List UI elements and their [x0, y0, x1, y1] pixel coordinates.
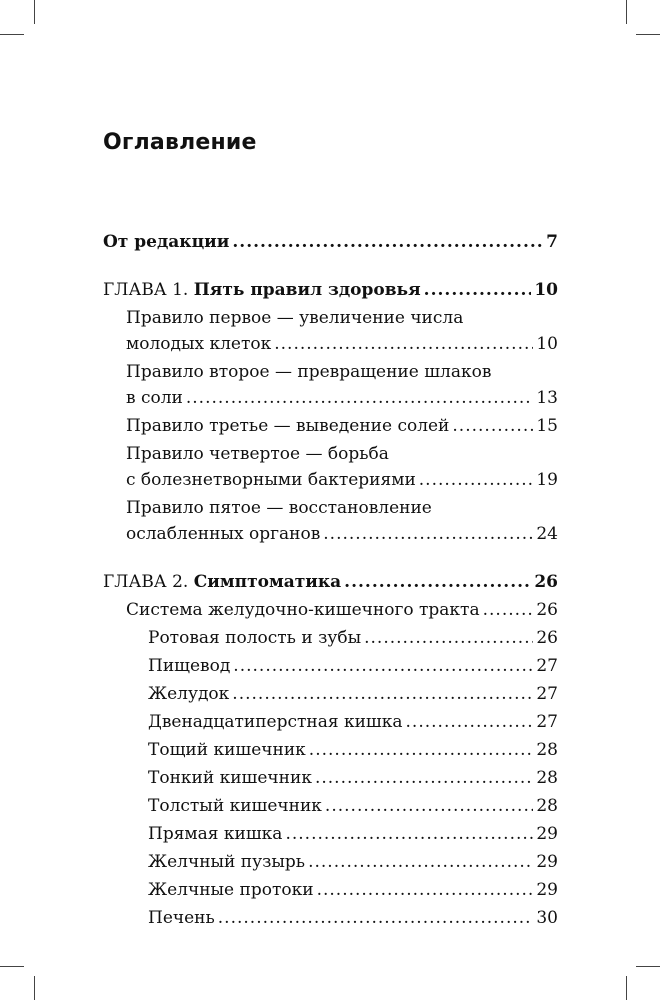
toc-entry-large-intestine[interactable] [103, 793, 558, 819]
toc-entry-duodenum[interactable] [103, 709, 558, 735]
leader-dots [317, 877, 534, 903]
page-number: 27 [536, 684, 558, 704]
leader-dots [344, 569, 531, 595]
page-number: 27 [536, 712, 558, 732]
toc-entry-line2: молодых клеток [126, 334, 272, 354]
crop-mark-top-right [626, 0, 627, 24]
leader-dots [274, 331, 533, 357]
toc-entry-editorial[interactable] [103, 229, 558, 255]
crop-mark-top-left-h [0, 34, 24, 35]
crop-mark-top-left [34, 0, 35, 24]
toc-entry-line2: ослабленных органов [126, 524, 321, 544]
crop-mark-bottom-right-h [636, 966, 660, 967]
page-number: 27 [536, 656, 558, 676]
toc-entry-line2: Правило третье — выведение солей [126, 416, 450, 436]
toc-entry-line2: с болезнетворными бактериями [126, 470, 416, 490]
page-number: 26 [536, 600, 558, 620]
chapter-title: Пять правил здоровья [193, 280, 421, 300]
page-number: 29 [536, 824, 558, 844]
page-number: 26 [534, 572, 558, 592]
leader-dots [308, 849, 533, 875]
chapter-title: Симптоматика [193, 572, 342, 592]
toc-entry-title: Система желудочно-кишечного тракта [126, 600, 480, 620]
toc-entry-line1: Правило второе — превращение шлаков [126, 362, 492, 382]
leader-dots [364, 625, 533, 651]
toc-entry-line1: Правило первое — увеличение числа [126, 308, 464, 328]
leader-dots [218, 905, 534, 931]
toc-entry-rule-4[interactable] [103, 441, 558, 493]
toc-entry-rule-2[interactable] [103, 359, 558, 411]
leader-dots [309, 737, 534, 763]
toc-entry-title: От редакции [103, 232, 230, 252]
toc-entry-mouth-teeth[interactable] [103, 625, 558, 651]
page-number: 24 [536, 524, 558, 544]
page-title: Оглавление [103, 130, 257, 155]
toc-entry-esophagus[interactable] [103, 653, 558, 679]
toc-entry-jejunum[interactable] [103, 737, 558, 763]
toc-entry-line2: в соли [126, 388, 183, 408]
leader-dots [232, 681, 533, 707]
page-number: 19 [536, 470, 558, 490]
page-number: 10 [534, 280, 558, 300]
toc-entry-rule-3[interactable] [103, 413, 558, 439]
page-number: 29 [536, 880, 558, 900]
toc-chapter-1[interactable] [103, 277, 558, 303]
leader-dots [232, 229, 543, 255]
page-number: 13 [536, 388, 558, 408]
toc-entry-rule-5[interactable] [103, 495, 558, 547]
chapter-prefix: ГЛАВА 2. [103, 572, 189, 592]
toc-entry-small-intestine[interactable] [103, 765, 558, 791]
table-of-contents [103, 229, 558, 931]
leader-dots [285, 821, 533, 847]
toc-entry-rule-1[interactable] [103, 305, 558, 357]
leader-dots [419, 467, 534, 493]
toc-entry-title: Ротовая полость и зубы [148, 628, 362, 648]
chapter-prefix: ГЛАВА 1. [103, 280, 189, 300]
toc-entry-title: Желудок [148, 684, 230, 704]
leader-dots [186, 385, 533, 411]
page-number: 10 [536, 334, 558, 354]
toc-entry-title: Тощий кишечник [148, 740, 306, 760]
page-number: 28 [536, 768, 558, 788]
leader-dots [483, 597, 534, 623]
toc-entry-line1: Правило четвертое — борьба [126, 444, 389, 464]
toc-entry-liver[interactable] [103, 905, 558, 931]
toc-chapter-2[interactable] [103, 569, 558, 595]
toc-section-gi-tract[interactable] [103, 597, 558, 623]
toc-entry-title: Толстый кишечник [148, 796, 322, 816]
toc-entry-title: Пищевод [148, 656, 231, 676]
toc-entry-rectum[interactable] [103, 821, 558, 847]
crop-mark-bottom-left [34, 976, 35, 1000]
toc-entry-bile-ducts[interactable] [103, 877, 558, 903]
leader-dots [315, 765, 533, 791]
toc-entry-title: Желчный пузырь [148, 852, 306, 872]
page-number: 28 [536, 796, 558, 816]
toc-entry-title: Двенадцатиперстная кишка [148, 712, 403, 732]
leader-dots [233, 653, 533, 679]
toc-entry-stomach[interactable] [103, 681, 558, 707]
page-number: 7 [546, 232, 558, 252]
page-number: 29 [536, 852, 558, 872]
crop-mark-bottom-left-h [0, 966, 24, 967]
crop-mark-bottom-right [626, 976, 627, 1000]
leader-dots [424, 277, 532, 303]
page-number: 28 [536, 740, 558, 760]
toc-entry-title: Печень [148, 908, 215, 928]
toc-entry-title: Прямая кишка [148, 824, 283, 844]
page-number: 26 [536, 628, 558, 648]
toc-entry-title: Желчные протоки [148, 880, 314, 900]
leader-dots [406, 709, 534, 735]
leader-dots [323, 521, 533, 547]
crop-mark-top-right-h [636, 34, 660, 35]
toc-entry-title: Тонкий кишечник [148, 768, 312, 788]
toc-entry-line1: Правило пятое — восстановление [126, 498, 432, 518]
page-number: 30 [536, 908, 558, 928]
page-number: 15 [536, 416, 558, 436]
leader-dots [452, 413, 533, 439]
toc-entry-gallbladder[interactable] [103, 849, 558, 875]
leader-dots [325, 793, 533, 819]
